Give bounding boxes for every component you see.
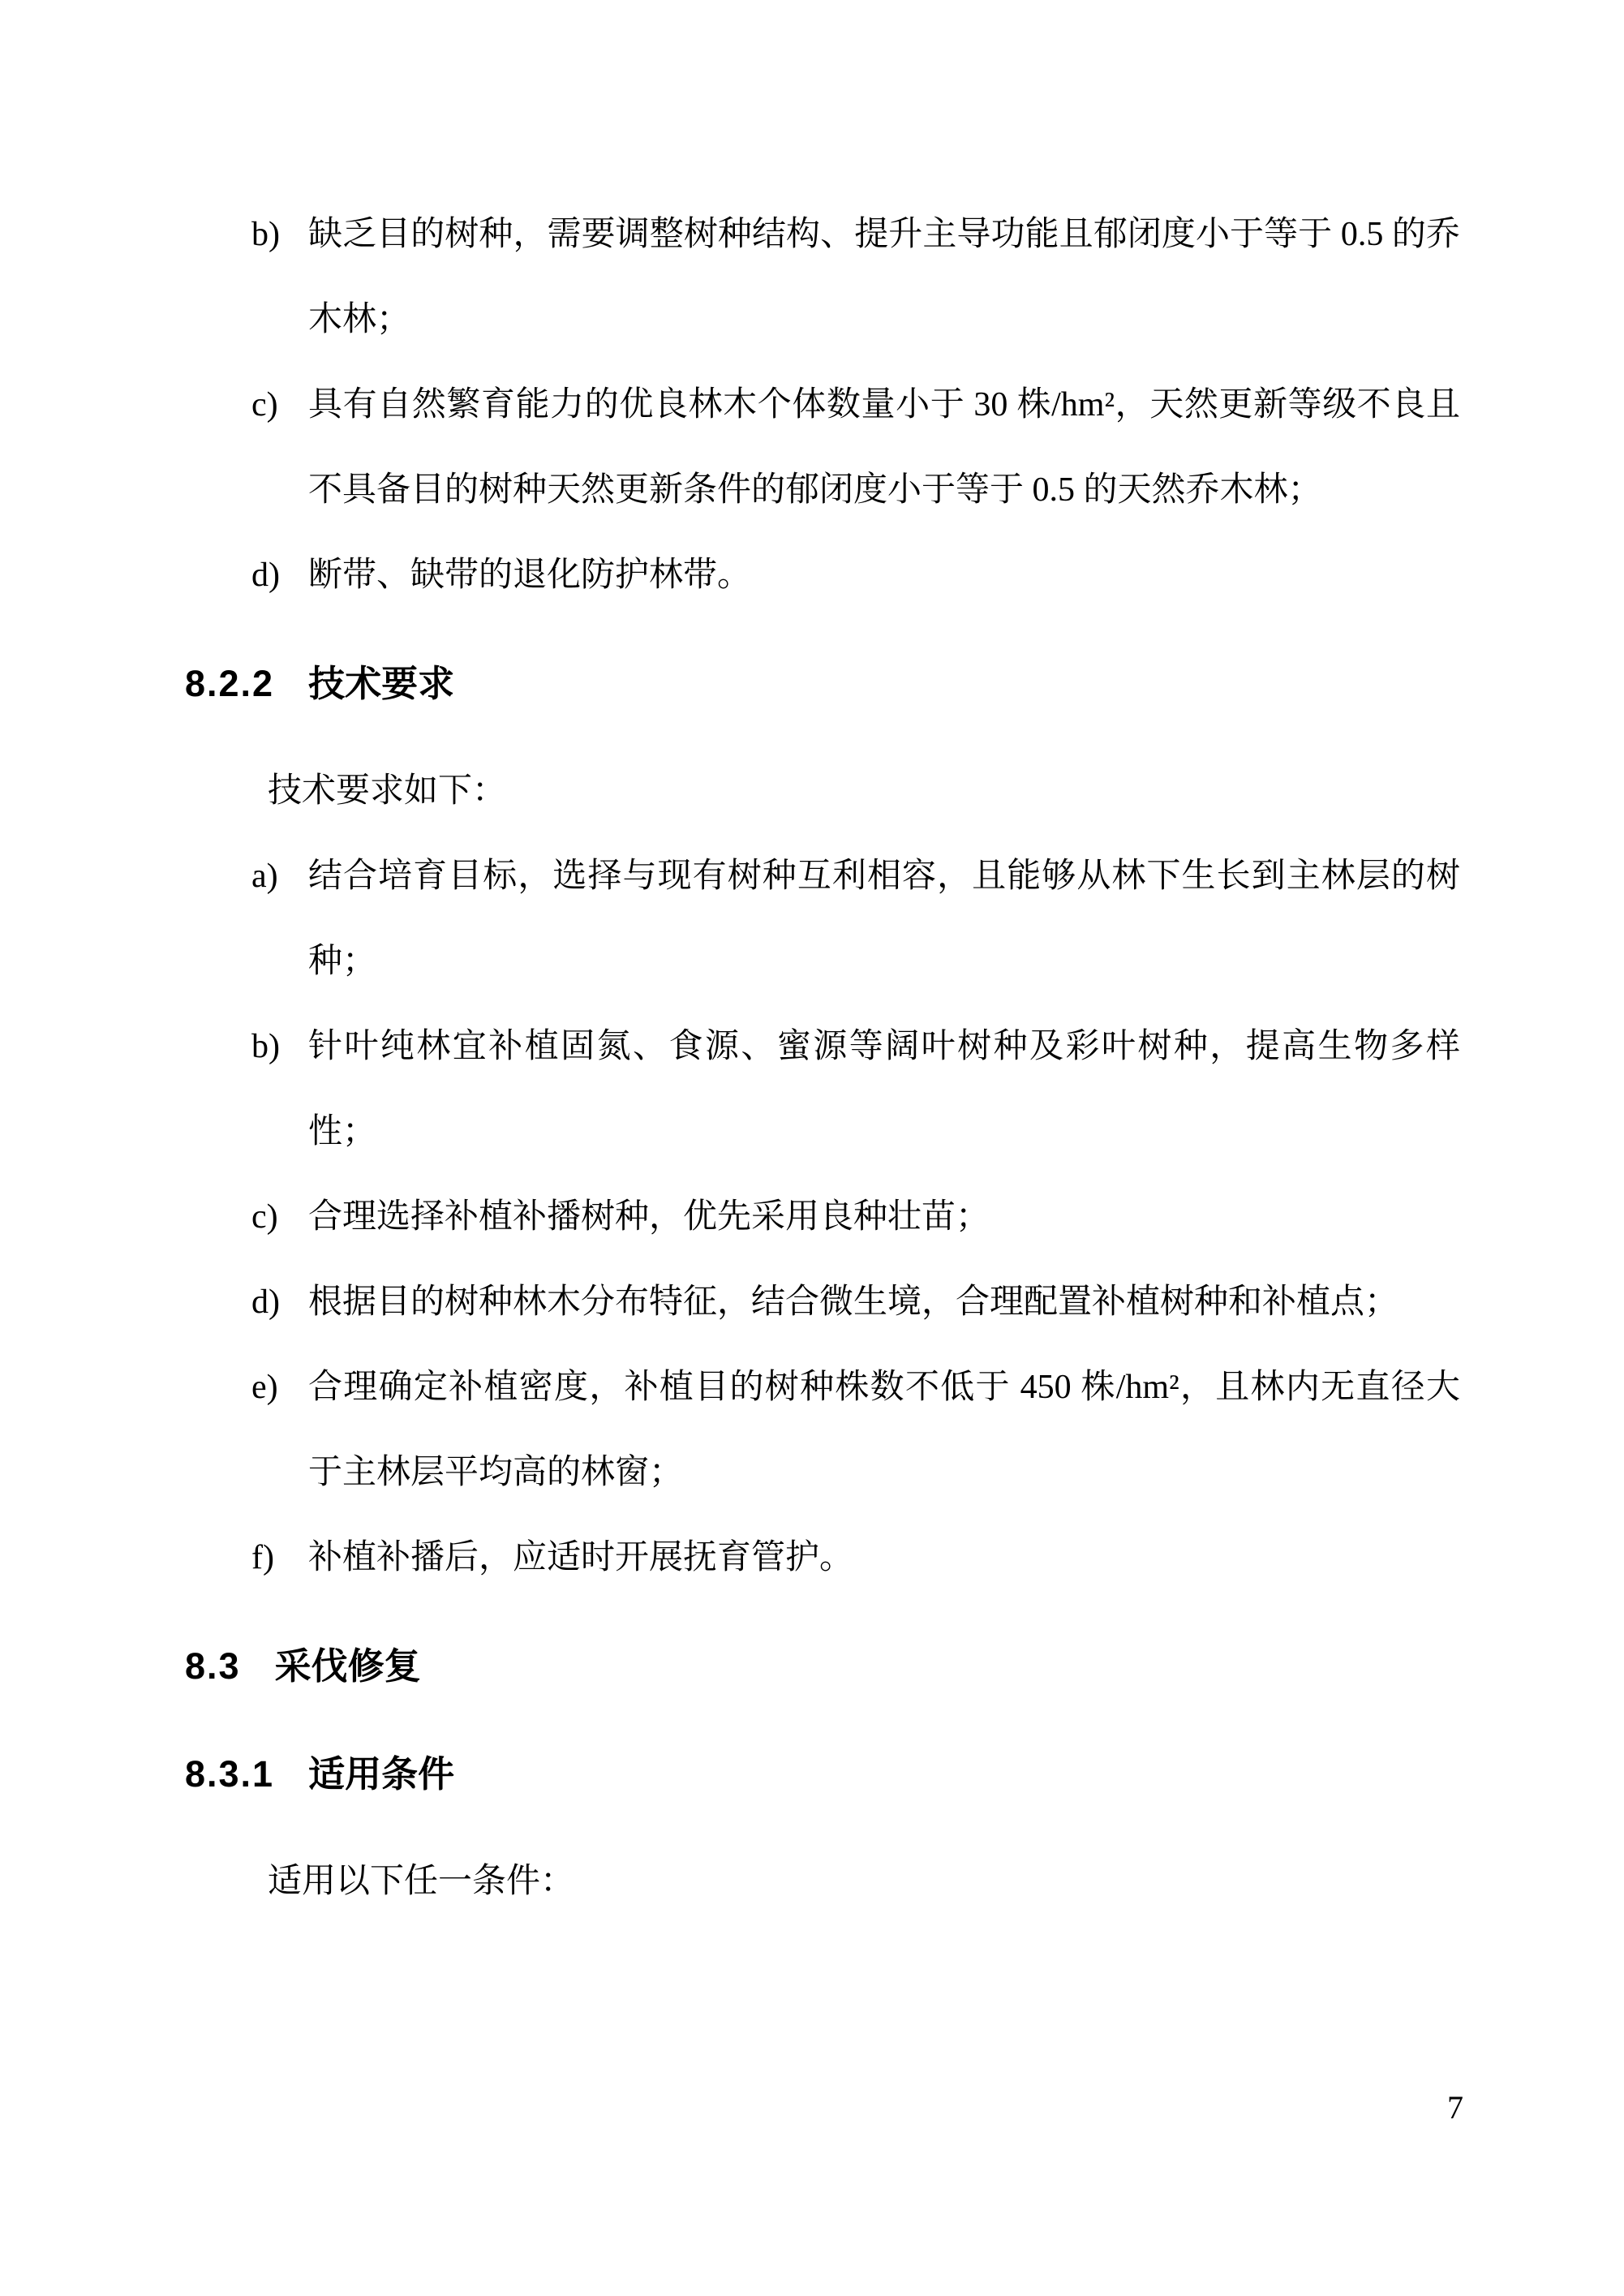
heading-number: 8.3.1: [185, 1753, 275, 1795]
heading-number: 8.2.2: [185, 663, 275, 704]
list-item: [0, 192, 1624, 363]
list-item-label: b): [251, 216, 280, 253]
list-item: [0, 1260, 1624, 1345]
section-heading-822: [0, 641, 1624, 726]
list-item-label: e): [251, 1369, 278, 1406]
tech-requirements-list: [0, 834, 1624, 1601]
list-item-text: 断带、缺带的退化防护林带。: [308, 557, 752, 594]
list-item-label: c): [251, 386, 278, 424]
heading-title: 技术要求: [308, 663, 455, 704]
list-item-text: 缺乏目的树种，需要调整树种结构、提升主导功能且郁闭度小于等于 0.5 的乔木林；: [308, 216, 1460, 338]
list-item-text: 结合培育目标，选择与现有树种互利相容，且能够从林下生长到主林层的树种；: [308, 858, 1460, 980]
list-item: [0, 363, 1624, 533]
list-item-text: 合理选择补植补播树种，优先采用良种壮苗；: [308, 1198, 990, 1236]
list-item-label: b): [251, 1028, 280, 1065]
list-item-label: a): [251, 858, 278, 895]
section-heading-83: [0, 1623, 1624, 1709]
list-item-label: c): [251, 1198, 278, 1236]
list-item-label: d): [251, 557, 280, 594]
list-item-text: 补植补播后，应适时开展抚育管护。: [308, 1539, 854, 1576]
list-item: [0, 1004, 1624, 1175]
list-item-label: d): [251, 1283, 280, 1321]
list-item-text: 具有自然繁育能力的优良林木个体数量小于 30 株/hm²，天然更新等级不良且不具备目的树种天然更新条件的郁闭度小于等于 0.5 的天然乔木林；: [308, 386, 1460, 509]
list-item-label: f): [251, 1539, 274, 1576]
list-item: [0, 1175, 1624, 1260]
page-number: 7: [1447, 2089, 1463, 2126]
list-item-text: 根据目的树种林木分布特征，结合微生境，合理配置补植树种和补植点；: [308, 1283, 1399, 1321]
list-item: [0, 533, 1624, 618]
list-item: [0, 1516, 1624, 1601]
section-heading-831: [0, 1731, 1624, 1817]
applicable-conditions-intro: 适用以下任一条件：: [268, 1863, 575, 1900]
heading-title: 采伐修复: [274, 1645, 421, 1687]
list-item-text: 合理确定补植密度，补植目的树种株数不低于 450 株/hm²，且林内无直径大于主林层平均高的林窗；: [308, 1369, 1460, 1491]
heading-title: 适用条件: [308, 1753, 455, 1795]
tech-requirements-intro: 技术要求如下：: [268, 772, 507, 810]
list-item-text: 针叶纯林宜补植固氮、食源、蜜源等阔叶树种及彩叶树种，提高生物多样性；: [308, 1028, 1460, 1150]
conditions-list-top: [0, 192, 1624, 618]
list-item: [0, 834, 1624, 1004]
heading-number: 8.3: [185, 1645, 241, 1687]
list-item: [0, 1345, 1624, 1516]
